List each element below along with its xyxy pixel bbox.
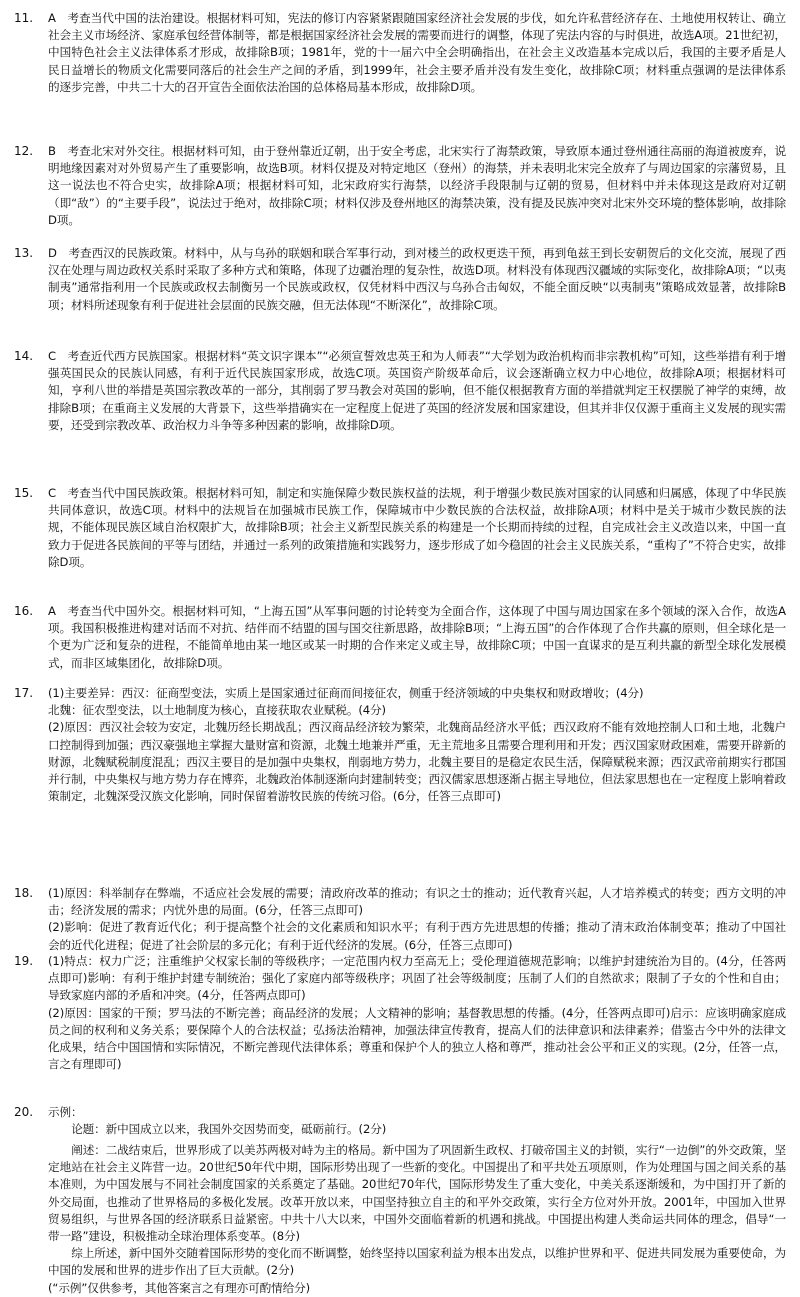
item-paragraph: 北魏：征农型变法，以土地制度为核心，直接获取农业赋税。(4分) — [48, 703, 386, 718]
answer-item-12 — [14, 143, 786, 245]
essay-conclusion: 综上所述，新中国外交随着国际形势的变化而不断调整，始终坚持以国家利益为根本出发点，以维护世界和平、促进共同发展为重要使命，为中国的发展和世界的进步作出了巨大贡献。(2分) — [48, 1246, 786, 1278]
item-number: 19. — [14, 954, 34, 968]
item-paragraph: (1)主要差异：西汉：征商型变法，实质上是国家通过征商而间接征农，侧重于经济领域的中央集权和财政增收；(4分) — [48, 686, 644, 700]
item-number: 20. — [14, 1105, 34, 1119]
item-number: 18. — [14, 886, 34, 900]
answer-item-16 — [14, 603, 786, 685]
essay-text — [48, 1142, 786, 1297]
item-number: 16. — [14, 604, 34, 618]
answer-item-15 — [14, 485, 786, 603]
item-paragraph: 示例： — [48, 1105, 83, 1119]
item-number: 12. — [14, 144, 34, 158]
item-paragraph: (2)原因：西汉社会较为安定，北魏历经长期战乱；西汉商品经济较为繁荣，北魏商品经济水平低；西汉政府不能有效地控制人口和土地，北魏户口控制得到加强；西汉豪强地主掌握大量财富和资源，北魏土地兼并严重，无主荒地多且需要合理利用和开发；西汉国家财政困难，需要开辟新的财源，北魏赋税制度混乱；西汉主要目的是加强中央集权，削弱地方势力，北魏主要目的是稳定农民生活，保障赋税来源；西汉武帝前期实行郡国并行制，中央集权与地方势力存在博弈，北魏政治体制逐渐向封建制转变；西汉儒家思想逐渐占据主导地位，但法家思想也在一定程度上影响着政策制定，北魏深受汉族文化影响，同时保留着游牧民族的传统习俗。(6分，任答三点即可) — [48, 720, 786, 804]
answer-item-17 — [14, 685, 786, 885]
item-text — [48, 485, 786, 571]
item-text — [48, 143, 786, 229]
essay-block — [14, 1142, 786, 1297]
item-paragraph: C 考查近代西方民族国家。根据材料“英文识字课本”“必须宣誓效忠英王和为人师表”“大学划为政治机构而非宗教机构”可知，这些举措有利于增强英国民众的民族认同感，有利于近代民族国家形成，故选C项。英国资产阶级革命后，议会逐渐确立权力中心地位，故排除A项；根据材料可知，亨利八世的举措是英国宗教改革的一部分，其削弱了罗马教会对英国的影响，但不能仅根据教育方面的举措就判定王权摆脱了神学的束缚，故排除B项；在重商主义发展的大背景下，这些举措确实在一定程度上促进了英国的经济发展和国家建设，但其并非仅仅源于重商主义发展的现实需要，还受到宗教改革、政治权力斗争等多种因素的影响，故排除D项。 — [48, 349, 786, 432]
essay-thesis: 论题：新中国成立以来，我国外交因势而变，砥砺前行。(2分) — [71, 1122, 387, 1137]
item-paragraph: (2)原因：国家的干预；罗马法的不断完善；商品经济的发展；人文精神的影响；基督教思想的传播。(4分，任答两点即可)启示：应该明确家庭成员之间的权利和义务关系；要保障个人的合法权益；弘扬法治精神，加强法律宣传教育，提高人们的法律意识和法律素养；借鉴古今中外的法律文化成果，结合中国国情和实际情况，不断完善现代法律体系；尊重和保护个人的独立人格和尊严，推动社会公平和正义的实现。(2分，任答一点，言之有理即可) — [48, 1005, 786, 1072]
essay-body: 阐述：二战结束后，世界形成了以美苏两极对峙为主的格局。新中国为了巩固新生政权、打破帝国主义的封锁，实行“一边倒”的外交政策，坚定地站在社会主义阵营一边。20世纪50年代中期，国际形势出现了一些新的变化。中国提出了和平共处五项原则，作为处理国与国之间关系的基本准则，为中国发展与不同社会制度国家的关系奠定了基础。20世纪70年代，国际形势发生了重大变化，中美关系逐渐缓和，为中国打开了新的外交局面，也推动了世界格局的多极化发展。改革开放以来，中国坚持独立自主的和平外交政策，实行全方位对外开放。2001年，中国加入世界贸易组织，与世界各国的经济联系日益紧密。中共十八大以来，中国外交面临着新的机遇和挑战。中国提出构建人类命运共同体的理念，倡导“一带一路”建设，积极推动全球治理体系变革。(8分) — [48, 1143, 786, 1244]
item-paragraph: A 考查当代中国外交。根据材料可知，“上海五国”从军事问题的讨论转变为全面合作，这体现了中国与周边国家在多个领域的深入合作，故选A项。我国积极推进构建对话而不对抗、结伴而不结盟的国与国交往新思路，故排除B项；“上海五国”的合作体现了合作共赢的原则，但全球化是一个更为广泛和复杂的进程，不能简单地由某一地区或某一时期的合作来定义或主导，故排除C项；中国一直谋求的是互利共赢的新型全球化发展模式，而非区域集团化，故排除D项。 — [48, 604, 786, 670]
grading-note: (“示例”仅供参考，其他答案言之有理亦可酌情给分) — [48, 1280, 311, 1295]
item-paragraph: (1)原因：科举制存在弊端，不适应社会发展的需要；清政府改革的推动；有识之士的推动；近代教育兴起，人才培养模式的转变；西方文明的冲击；经济发展的需求；内忧外患的局面。(6分，任答三点即可) — [48, 886, 786, 918]
answer-item-14 — [14, 348, 786, 485]
item-text — [48, 10, 786, 96]
answer-item-13 — [14, 245, 786, 348]
answer-item-11 — [14, 10, 786, 143]
item-paragraph: (2)影响：促进了教育近代化；利于提高整个社会的文化素质和知识水平；有利于西方先进思想的传播；推动了清末政治体制变革；推动了中国社会的近代化进程；促进了社会阶层的多元化；有利于近代经济的发展。(6分，任答三点即可) — [48, 920, 786, 952]
item-paragraph: B 考查北宋对外交往。根据材料可知，由于登州靠近辽朝，出于安全考虑，北宋实行了海禁政策，导致原本通过登州通往高丽的海道被废弃，说明地缘因素对对外贸易产生了重要影响，故选B项。材料仅提及对特定地区（登州）的海禁，并未表明北宋完全放弃了与周边国家的宗藩贸易，且这一说法也不符合史实，故排除A项；根据材料可知，北宋政府实行海禁，以经济手段限制与辽朝的贸易，但材料中并未体现这是政府对辽朝（即“敌”）的“主要手段”，说法过于绝对，故排除C项；材料仅涉及登州地区的海禁决策，没有提及民族冲突对北宋外交环境的整体影响，故排除D项。 — [48, 144, 786, 227]
answer-item-19 — [14, 953, 786, 1104]
item-text — [48, 885, 786, 954]
item-text — [48, 1104, 786, 1138]
item-paragraph: D 考查西汉的民族政策。材料中，从与乌孙的联姻和联合军事行动，到对楼兰的政权更迭干预，再到龟兹王到长安朝贺后的文化交流，展现了西汉在处理与周边政权关系时采取了多种方式和策略，体现了边疆治理的复杂性，故选D项。材料没有体现西汉疆域的实际变化，故排除A项；“以夷制夷”通常指利用一个民族或政权去制衡另一个民族或政权，仅凭材料中西汉与乌孙合击匈奴，不能全面反映“以夷制夷”策略成效显著，故排除B项；材料所述现象有利于促进社会层面的民族交融，但无法体现“不断深化”，故排除C项。 — [48, 246, 786, 312]
item-text — [48, 953, 786, 1073]
item-number: 14. — [14, 349, 34, 363]
answer-item-18 — [14, 885, 786, 953]
item-number: 15. — [14, 486, 34, 500]
item-paragraph: A 考查当代中国的法治建设。根据材料可知，宪法的修订内容紧紧跟随国家经济社会发展的步伐，如允许私营经济存在、土地使用权转让、确立社会主义市场经济、家庭承包经营体制等，都是根据国家经济社会发展的需要而进行的调整，体现了宪法内容的与时俱进，故选A项。21世纪初，中国特色社会主义法律体系才形成，故排除B项；1981年，党的十一届六中全会明确指出，在社会主义改造基本完成以后，我国的主要矛盾是人民日益增长的物质文化需要同落后的社会生产之间的矛盾，到1999年，社会主要矛盾并没有发生变化，故排除C项；材料重点强调的是法律体系的逐步完善，中共二十大的召开宣告全面依法治国的总体格局基本形成，故排除D项。 — [48, 11, 786, 94]
item-number: 11. — [14, 11, 34, 25]
item-text — [48, 348, 786, 434]
item-text — [48, 245, 786, 314]
item-text — [48, 603, 786, 672]
item-number: 13. — [14, 246, 34, 260]
item-paragraph: C 考查当代中国民族政策。根据材料可知，制定和实施保障少数民族权益的法规，利于增强少数民族对国家的认同感和归属感，体现了中华民族共同体意识，故选C项。材料中的法规旨在加强城市民族工作，保障城市中少数民族的合法权益，故排除A项；材料中是关于城市少数民族的法规，不能体现民族区域自治权限扩大，故排除B项；社会主义新型民族关系的构建是一个长期而持续的过程，自完成社会主义改造以来，中国一直致力于促进各民族间的平等与团结，并通过一系列的政策措施和实践努力，逐步形成了如今稳固的社会主义民族关系，“重构了”不符合史实，故排除D项。 — [48, 486, 786, 569]
item-text — [48, 685, 786, 805]
item-paragraph: (1)特点：权力广泛；注重维护父权家长制的等级秩序；一定范围内权力至高无上；受伦理道德规范影响；以维护封建统治为目的。(4分，任答两点即可)影响：有利于维护封建专制统治；强化了家庭内部等级秩序；巩固了社会等级制度；压制了人们的自然欲求；限制了子女的个性和自由；导致家庭内部的矛盾和冲突。(4分，任答两点即可) — [48, 954, 786, 1003]
item-number: 17. — [14, 686, 34, 700]
answer-item-20 — [14, 1104, 786, 1142]
